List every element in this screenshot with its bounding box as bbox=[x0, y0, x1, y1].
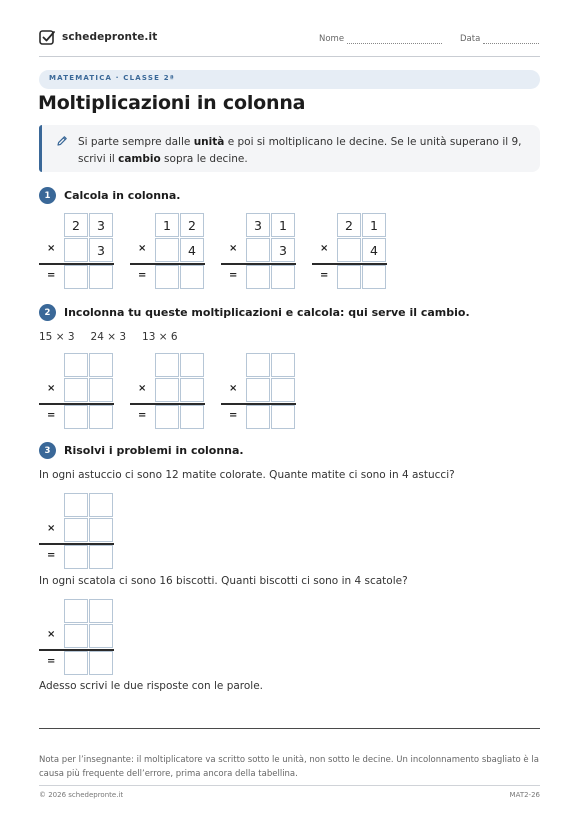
times-sign: × bbox=[229, 383, 238, 394]
multiplication-grid bbox=[39, 353, 114, 429]
subject-banner bbox=[39, 70, 540, 89]
result-line bbox=[39, 263, 114, 265]
footer-code: MAT2-26 bbox=[509, 791, 540, 799]
times-sign: × bbox=[320, 243, 329, 254]
digit-cell-multiplier-row[interactable] bbox=[64, 378, 88, 402]
digit-cell-top-row[interactable] bbox=[89, 353, 113, 377]
times-sign: × bbox=[47, 523, 56, 534]
digit-cell-top-row[interactable]: 1 bbox=[155, 213, 179, 237]
problem-1-text: In ogni astuccio ci sono 12 matite colorate. Quante matite ci sono in 4 astucci? bbox=[39, 469, 455, 481]
digit-cell-result-row[interactable] bbox=[64, 405, 88, 429]
equals-sign: = bbox=[47, 550, 56, 561]
multiplication-grid bbox=[221, 353, 296, 429]
digit-cell-result-row[interactable] bbox=[155, 405, 179, 429]
closing-instruction: Adesso scrivi le due risposte con le parole. bbox=[39, 680, 264, 692]
digit-cell-multiplier-row[interactable] bbox=[89, 378, 113, 402]
equals-sign: = bbox=[320, 270, 329, 281]
digit-cell-top-row[interactable] bbox=[180, 353, 204, 377]
digit-cell-multiplier-row[interactable]: 3 bbox=[89, 238, 113, 262]
digit-cell-multiplier-row[interactable] bbox=[271, 378, 295, 402]
problem-2-text: In ogni scatola ci sono 16 biscotti. Quanti biscotti ci sono in 4 scatole? bbox=[39, 575, 408, 587]
times-sign: × bbox=[138, 243, 147, 254]
operations-list bbox=[39, 331, 194, 343]
operation-item: 15 × 3 bbox=[39, 331, 75, 343]
digit-cell-multiplier-row[interactable] bbox=[89, 518, 113, 542]
equals-sign: = bbox=[138, 410, 147, 421]
brand-logo bbox=[39, 29, 157, 45]
equals-sign: = bbox=[229, 410, 238, 421]
digit-cell-multiplier-row[interactable] bbox=[64, 238, 88, 262]
section-1-title: Calcola in colonna. bbox=[64, 189, 181, 202]
header-divider bbox=[39, 56, 540, 57]
date-write-line[interactable] bbox=[483, 34, 539, 44]
digit-cell-result-row[interactable] bbox=[271, 265, 295, 289]
times-sign: × bbox=[138, 383, 147, 394]
digit-cell-result-row[interactable] bbox=[64, 545, 88, 569]
digit-cell-result-row[interactable] bbox=[362, 265, 386, 289]
digit-cell-result-row[interactable] bbox=[64, 651, 88, 675]
page-header bbox=[39, 29, 540, 55]
result-line bbox=[221, 403, 296, 405]
digit-cell-top-row[interactable]: 2 bbox=[64, 213, 88, 237]
emphasis-units: unità bbox=[193, 136, 225, 148]
digit-cell-multiplier-row[interactable]: 3 bbox=[271, 238, 295, 262]
equals-sign: = bbox=[47, 270, 56, 281]
digit-cell-top-row[interactable]: 2 bbox=[337, 213, 361, 237]
checkbox-logo-icon bbox=[39, 29, 55, 45]
digit-cell-multiplier-row[interactable] bbox=[64, 624, 88, 648]
digit-cell-top-row[interactable] bbox=[271, 353, 295, 377]
digit-cell-top-row[interactable] bbox=[155, 353, 179, 377]
answer-write-line[interactable] bbox=[39, 728, 540, 729]
problem-2-grid bbox=[39, 599, 114, 675]
times-sign: × bbox=[47, 629, 56, 640]
digit-cell-result-row[interactable] bbox=[337, 265, 361, 289]
name-label: Nome bbox=[319, 34, 345, 44]
result-line bbox=[39, 543, 114, 545]
digit-cell-result-row[interactable] bbox=[246, 265, 270, 289]
digit-cell-top-row[interactable] bbox=[64, 599, 88, 623]
digit-cell-result-row[interactable] bbox=[271, 405, 295, 429]
page-title: Moltiplicazioni in colonna bbox=[38, 92, 306, 114]
footer-divider bbox=[39, 785, 540, 786]
result-line bbox=[130, 263, 205, 265]
section-2-badge: 2 bbox=[39, 304, 56, 321]
equals-sign: = bbox=[47, 656, 56, 667]
digit-cell-result-row[interactable] bbox=[180, 265, 204, 289]
result-line bbox=[130, 403, 205, 405]
digit-cell-multiplier-row[interactable] bbox=[89, 624, 113, 648]
digit-cell-result-row[interactable] bbox=[155, 265, 179, 289]
digit-cell-multiplier-row[interactable] bbox=[180, 378, 204, 402]
digit-cell-multiplier-row[interactable] bbox=[246, 378, 270, 402]
subject-label: MATEMATICA · CLASSE 2ª bbox=[49, 74, 175, 82]
pencil-icon bbox=[56, 135, 68, 147]
brand-name: schedepronte.it bbox=[62, 31, 158, 43]
section-1-badge: 1 bbox=[39, 187, 56, 204]
digit-cell-result-row[interactable] bbox=[246, 405, 270, 429]
date-label: Data bbox=[460, 34, 481, 44]
digit-cell-top-row[interactable] bbox=[89, 493, 113, 517]
operation-item: 13 × 6 bbox=[142, 331, 178, 343]
digit-cell-top-row[interactable]: 3 bbox=[89, 213, 113, 237]
digit-cell-top-row[interactable]: 2 bbox=[180, 213, 204, 237]
result-line bbox=[221, 263, 296, 265]
digit-cell-result-row[interactable] bbox=[89, 545, 113, 569]
digit-cell-result-row[interactable] bbox=[89, 405, 113, 429]
result-line bbox=[312, 263, 387, 265]
section-3-title: Risolvi i problemi in colonna. bbox=[64, 444, 244, 457]
digit-cell-multiplier-row[interactable] bbox=[155, 238, 179, 262]
result-line bbox=[39, 649, 114, 651]
digit-cell-top-row[interactable]: 1 bbox=[271, 213, 295, 237]
digit-cell-multiplier-row[interactable] bbox=[337, 238, 361, 262]
digit-cell-top-row[interactable]: 3 bbox=[246, 213, 270, 237]
times-sign: × bbox=[229, 243, 238, 254]
equals-sign: = bbox=[138, 270, 147, 281]
name-field[interactable] bbox=[319, 34, 442, 44]
multiplication-grid bbox=[312, 213, 387, 289]
date-field[interactable] bbox=[460, 34, 539, 44]
times-sign: × bbox=[47, 383, 56, 394]
digit-cell-top-row[interactable] bbox=[89, 599, 113, 623]
equals-sign: = bbox=[229, 270, 238, 281]
operation-item: 24 × 3 bbox=[90, 331, 127, 343]
digit-cell-multiplier-row[interactable] bbox=[155, 378, 179, 402]
multiplication-grid bbox=[39, 213, 114, 289]
name-write-line[interactable] bbox=[347, 34, 442, 44]
tip-text: Si parte sempre dalle unità e poi si moltiplicano le decine. Se le unità superano il 9, scrivi il cambio sopra le decine. bbox=[78, 136, 522, 165]
emphasis-carry: cambio bbox=[118, 153, 161, 165]
section-2-heading bbox=[39, 304, 470, 321]
digit-cell-multiplier-row[interactable]: 4 bbox=[362, 238, 386, 262]
section-3-badge: 3 bbox=[39, 442, 56, 459]
teacher-note: Nota per l’insegnante: il moltiplicatore va scritto sotto le unità, non sotto le decine. Un incolonnamento sbagliato è la causa più frequente dell’errore, prima ancora della tabellina. bbox=[39, 755, 539, 779]
section-2-title: Incolonna tu queste moltiplicazioni e calcola: qui serve il cambio. bbox=[64, 306, 470, 319]
footer-copyright: © 2026 schedepronte.it bbox=[39, 791, 124, 799]
multiplication-grid bbox=[221, 213, 296, 289]
digit-cell-multiplier-row[interactable]: 4 bbox=[180, 238, 204, 262]
digit-cell-top-row[interactable]: 1 bbox=[362, 213, 386, 237]
digit-cell-result-row[interactable] bbox=[89, 265, 113, 289]
digit-cell-multiplier-row[interactable] bbox=[246, 238, 270, 262]
digit-cell-top-row[interactable] bbox=[64, 493, 88, 517]
digit-cell-result-row[interactable] bbox=[64, 265, 88, 289]
section-3-heading bbox=[39, 442, 244, 459]
result-line bbox=[39, 403, 114, 405]
digit-cell-result-row[interactable] bbox=[180, 405, 204, 429]
times-sign: × bbox=[47, 243, 56, 254]
digit-cell-top-row[interactable] bbox=[64, 353, 88, 377]
multiplication-grid bbox=[130, 213, 205, 289]
section-1-heading bbox=[39, 187, 180, 204]
digit-cell-result-row[interactable] bbox=[89, 651, 113, 675]
digit-cell-top-row[interactable] bbox=[246, 353, 270, 377]
tip-box bbox=[39, 125, 540, 172]
digit-cell-multiplier-row[interactable] bbox=[64, 518, 88, 542]
equals-sign: = bbox=[47, 410, 56, 421]
multiplication-grid bbox=[130, 353, 205, 429]
problem-1-grid bbox=[39, 493, 114, 569]
